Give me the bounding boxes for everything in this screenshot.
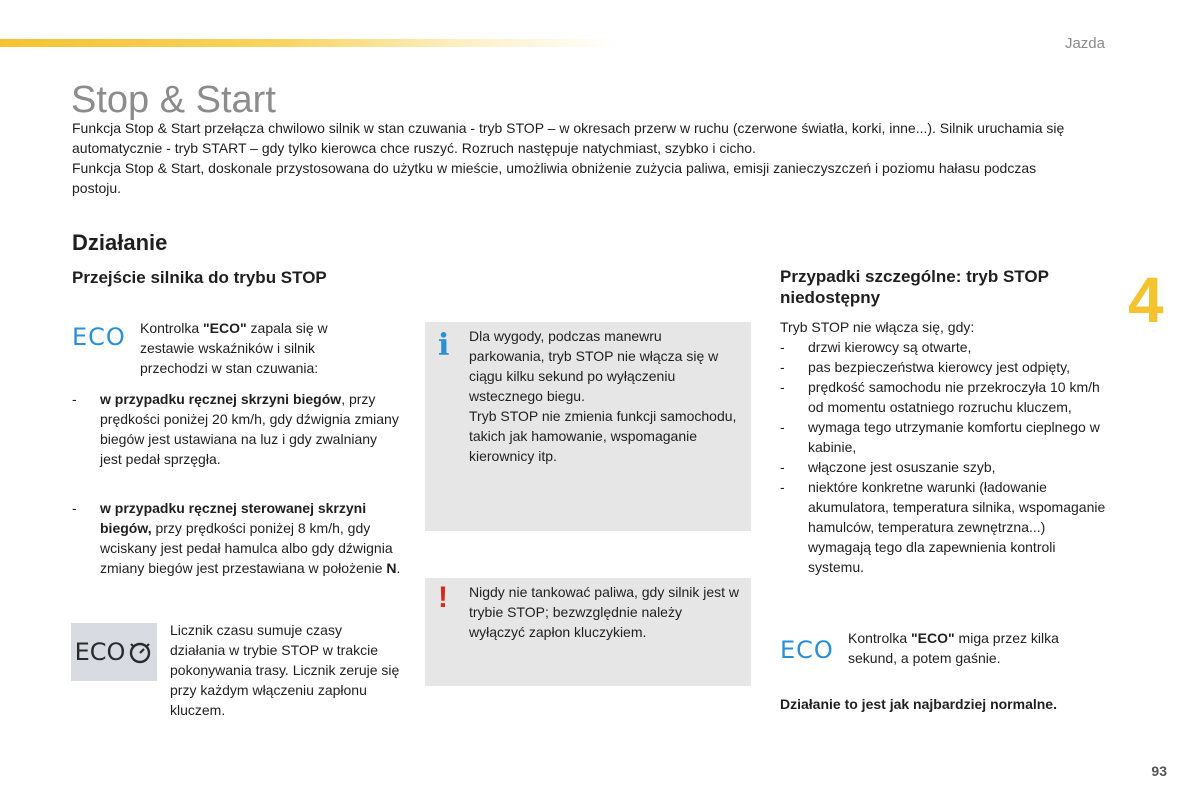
list-item: - pas bezpieczeństwa kierowcy jest odpięty, — [780, 359, 1070, 375]
list-item: - w przypadku ręcznej skrzyni biegów, przy prędkości poniżej 20 km/h, gdy dźwignia zmiany biegów jest ustawiana na luz i gdy zwalniany jest pedał sprzęgła. — [72, 391, 399, 467]
intro-paragraph-1: Funkcja Stop & Start przełącza chwilowo silnik w stan czuwania - tryb STOP – w okresach przerw w ruchu (czerwone światła, korki, inne...). Silnik uruchamia się automatycznie - tryb START – gdy tylko kierowca chce ruszyć. Rozruch następuje natychmiast, szybko i cicho. — [72, 120, 1065, 156]
stopwatch-icon — [127, 639, 153, 665]
list-item: - niektóre konkretne warunki (ładowanie akumulatora, temperatura silnika, wspomaganie hamulców, temperatura zewnętrzna...) wymagają tego dla zapewnienia kontroli systemu. — [780, 479, 1106, 575]
intro-paragraph-2: Funkcja Stop & Start, doskonale przystosowana do użytku w mieście, umożliwia obniżenie zużycia paliwa, emisji zanieczyszczeń i poziomu hałasu podczas postoju. — [72, 160, 1037, 196]
right-intro: Tryb STOP nie włącza się, gdy: — [780, 319, 975, 335]
list-item: - wymaga tego utrzymanie komfortu cieplnego w kabinie, — [780, 419, 1100, 455]
eco-indicator-description: Kontrolka "ECO" miga przez kilka sekund, a potem gaśnie. — [848, 630, 1059, 666]
list-item: - prędkość samochodu nie przekroczyła 10 km/h od momentu ostatniego rozruchu kluczem, — [780, 379, 1100, 415]
info-panel — [425, 322, 751, 531]
chapter-number: 4 — [1128, 264, 1164, 336]
intro-text — [72, 118, 1082, 198]
left-subheading: Przejście silnika do trybu STOP — [72, 268, 327, 287]
section-label: Jazda — [1064, 35, 1105, 52]
list-item: - włączone jest osuszanie szyb, — [780, 459, 996, 475]
section-heading: Działanie — [72, 230, 168, 255]
page-title: Stop & Start — [71, 79, 276, 121]
info-icon: i — [438, 328, 450, 363]
warning-text: Nigdy nie tankować paliwa, gdy silnik jest w trybie STOP; bezwzględnie należy wyłączyć zapłon kluczykiem. — [469, 584, 740, 640]
eco-timer-description: Licznik czasu sumuje czasy działania w trybie STOP w trakcie pokonywania trasy. Licznik zeruje się przy każdym włączeniu zapłonu kluczem. — [170, 622, 400, 718]
warning-icon: ! — [438, 581, 448, 614]
list-item: - w przypadku ręcznej sterowanej skrzyni biegów, przy prędkości poniżej 8 km/h, gdy wciskany jest pedał hamulca albo gdy dźwignia zmiany biegów jest przestawiana w położenie N. — [72, 500, 401, 576]
eco-timer-icon — [71, 623, 157, 681]
eco-indicator-icon: ECO — [72, 323, 126, 351]
info-text: Dla wygody, podczas manewru parkowania, tryb STOP nie włącza się w ciągu kilku sekund po wyłączeniu wstecznego biegu. Tryb STOP nie zmienia funkcji samochodu, takich jak hamowanie, wspomaganie kierownicy itp. — [469, 328, 737, 464]
final-note: Działanie to jest jak najbardziej normalne. — [780, 696, 1057, 712]
list-item: - drzwi kierowcy są otwarte, — [780, 339, 972, 355]
page-number: 93 — [1151, 763, 1167, 779]
eco-timer-label: ECO — [74, 638, 126, 666]
header-accent-bar — [0, 39, 620, 47]
right-column — [780, 317, 1110, 577]
warning-panel — [425, 578, 751, 686]
eco-indicator-description: Kontrolka "ECO" zapala się w zestawie wskaźników i silnik przechodzi w stan czuwania: — [140, 320, 328, 376]
right-subheading: Przypadki szczególne: tryb STOP niedostępny — [780, 267, 1049, 307]
eco-indicator-icon: ECO — [780, 636, 834, 664]
